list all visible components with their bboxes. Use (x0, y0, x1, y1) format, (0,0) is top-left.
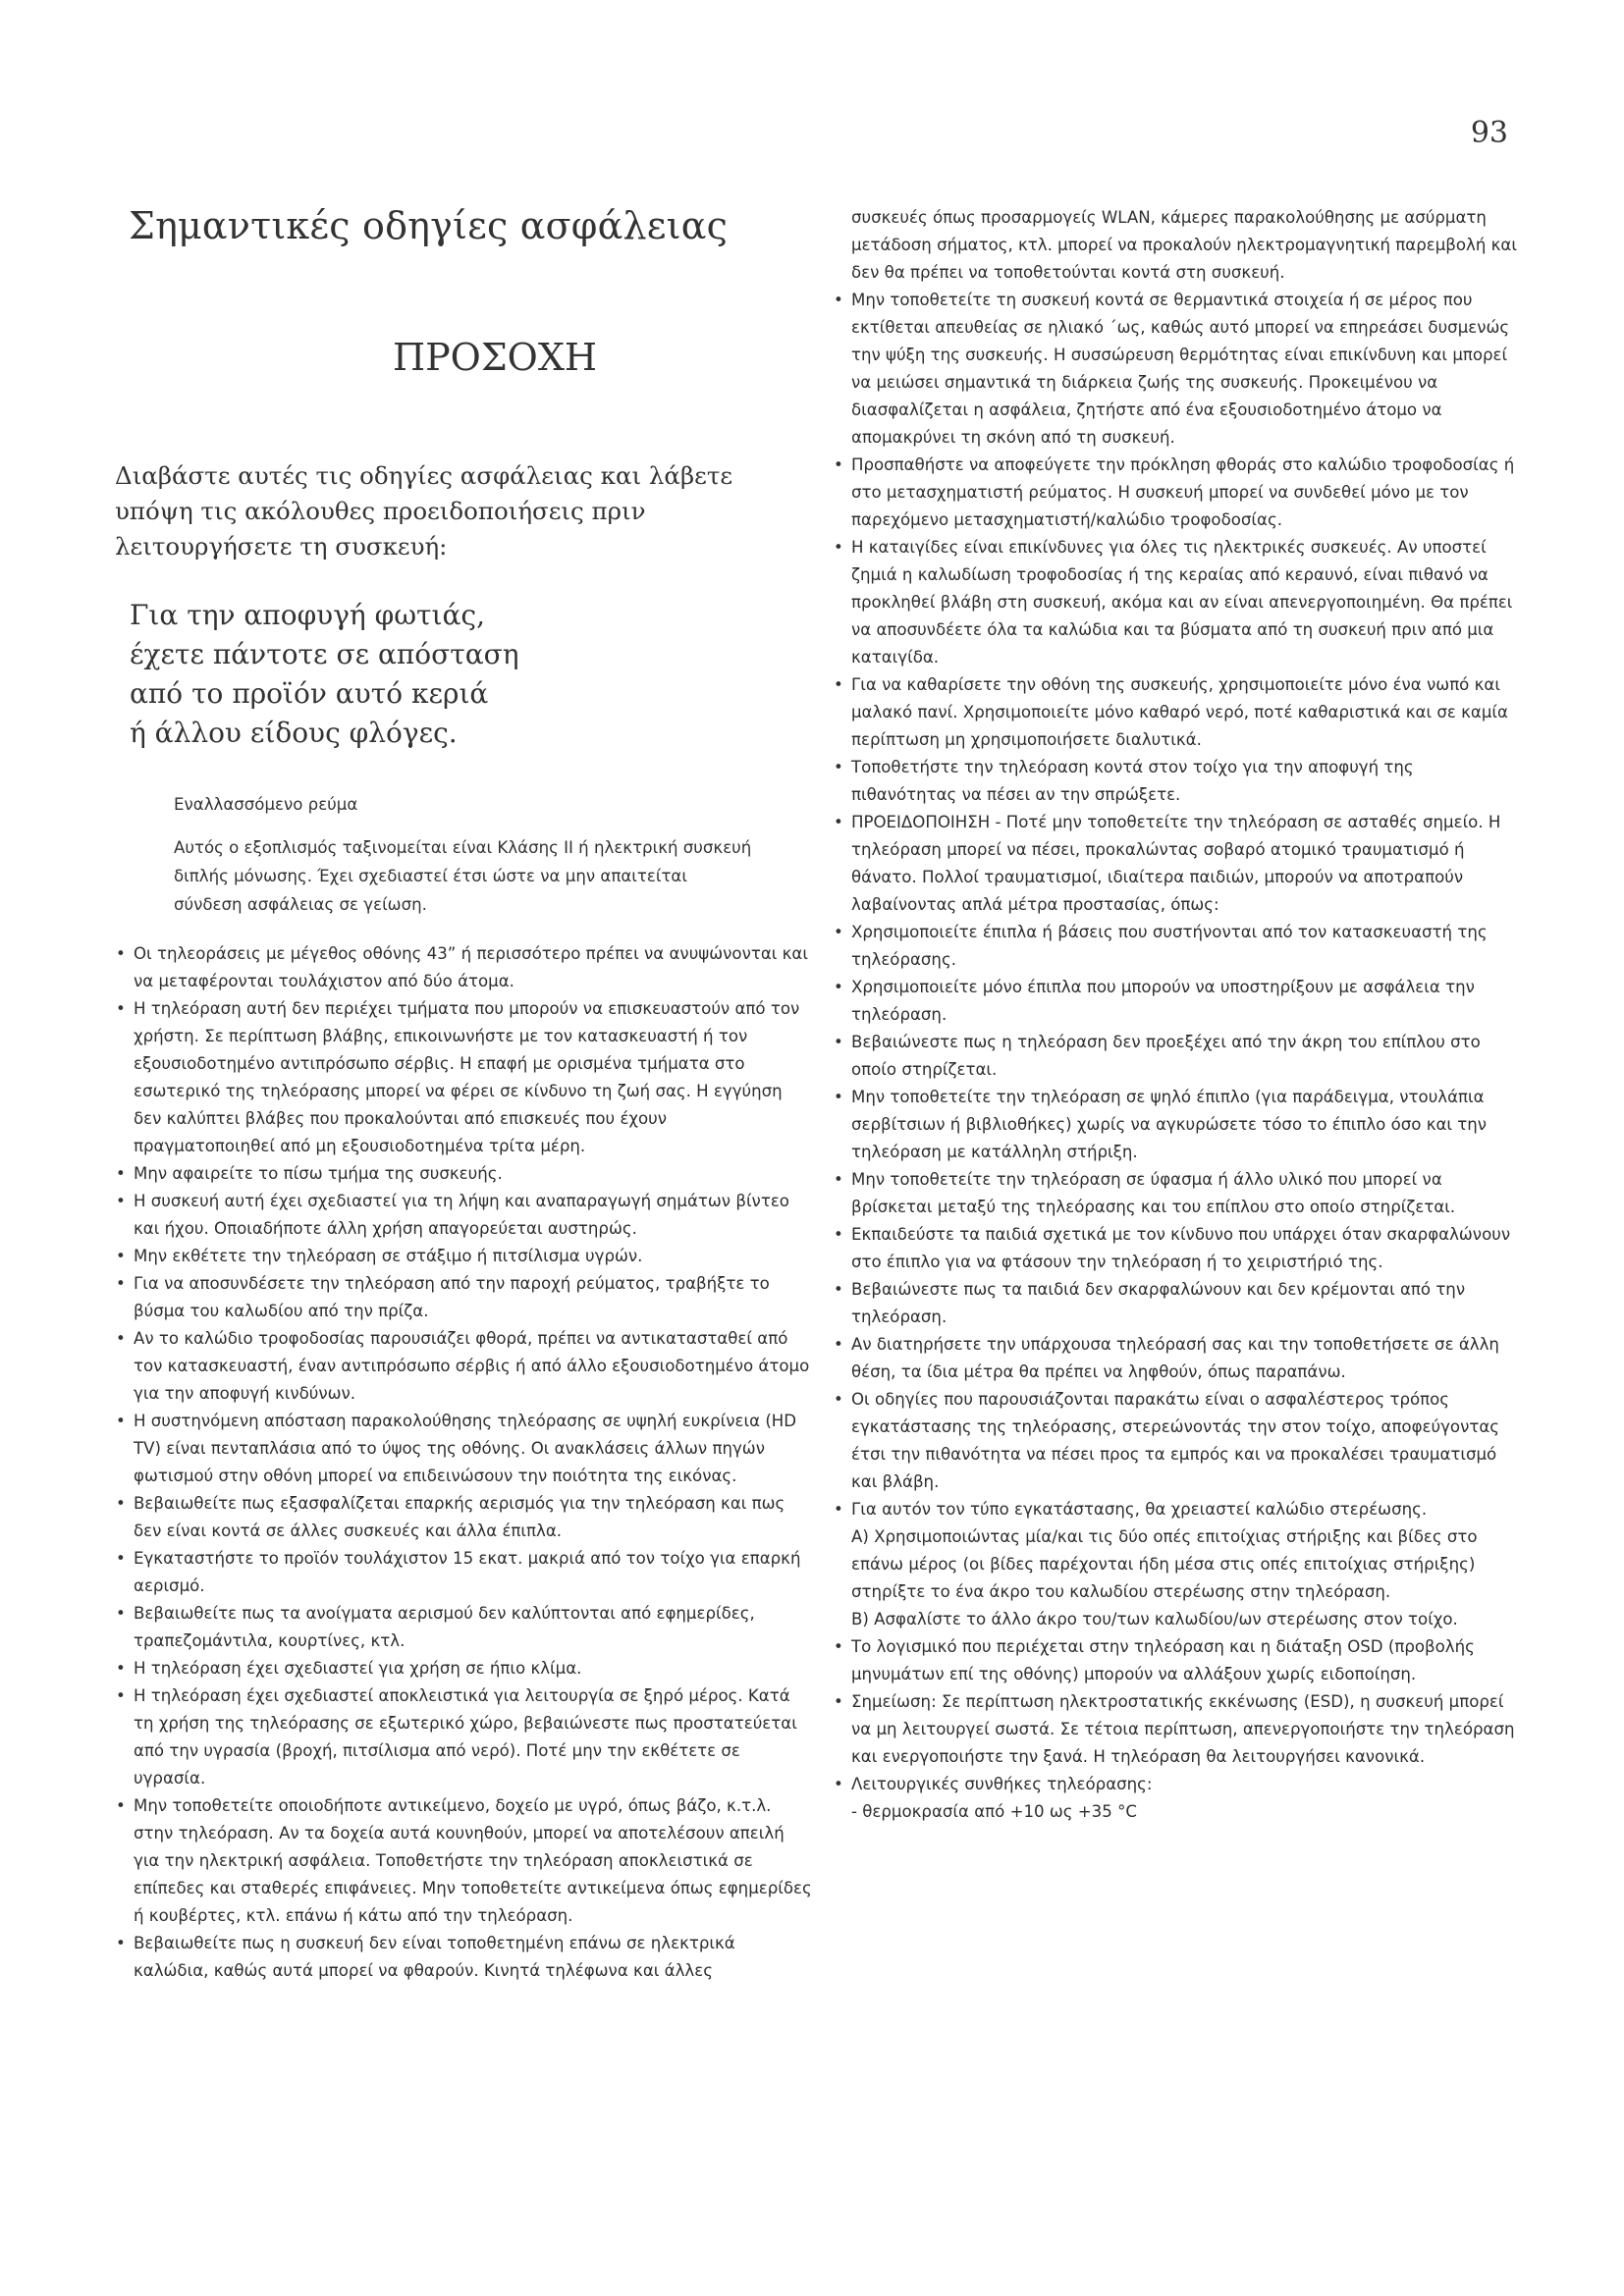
right-safety-list (833, 204, 1520, 1826)
list-item: • Βεβαιώνεστε πως τα παιδιά δεν σκαρφαλώνουν και δεν κρέμονται από την τηλεόραση. (833, 1276, 1520, 1331)
page-number: 93 (1470, 116, 1508, 150)
list-item: • Το λογισμικό που περιέχεται στην τηλεόραση και η διάταξη OSD (προβολής μηνυμάτων επί της οθόνης) μπορούν να αλλάξουν χωρίς ειδοποίηση. (833, 1633, 1520, 1688)
list-item: • Εγκαταστήστε το προϊόν τουλάχιστον 15 εκατ. μακριά από τον τοίχο για επαρκή αερισμό. (115, 1545, 812, 1600)
install-step-b: Β) Ασφαλίστε το άλλο άκρο του/των καλωδίου/ων στερέωσης στον τοίχο. (851, 1610, 1458, 1629)
list-item: • Χρησιμοποιείτε μόνο έπιπλα που μπορούν να υποστηρίξουν με ασφάλεια την τηλεόραση. (833, 974, 1520, 1029)
list-item: • Χρησιμοποιείτε έπιπλα ή βάσεις που συστήνονται από τον κατασκευαστή της τηλεόρασης. (833, 919, 1520, 974)
list-item: • Για να καθαρίσετε την οθόνη της συσκευής, χρησιμοποιείτε μόνο ένα νωπό και μαλακό πανί. Χρησιμοποιείτε μόνο καθαρό νερό, ποτέ καθαριστικά και σε καμία περίπτωση μη χρησιμοποιήσετε διαλυτικά. (833, 671, 1520, 754)
list-item: • Η τηλεόραση έχει σχεδιαστεί για χρήση σε ήπιο κλίμα. (115, 1655, 812, 1682)
list-item: • Μην τοποθετείτε την τηλεόραση σε ύφασμα ή άλλο υλικό που μπορεί να βρίσκεται μεταξύ της τηλεόρασης και του επίπλου στο οποίο στηρίζεται. (833, 1166, 1520, 1221)
fire-warning-line: ή άλλου είδους φλόγες. (130, 717, 458, 749)
list-item: • Μην εκθέτετε την τηλεόραση σε στάξιμο ή πιτσίλισμα υγρών. (115, 1243, 812, 1270)
list-item: • Βεβαιωθείτε πως τα ανοίγματα αερισμού δεν καλύπτονται από εφημερίδες, τραπεζομάντιλα, κουρτίνες, κτλ. (115, 1600, 812, 1655)
intro-line: λειτουργήσετε τη συσκευή: (115, 532, 448, 561)
ac-power-note (174, 792, 753, 919)
list-item: • Για αυτόν τον τύπο εγκατάστασης, θα χρειαστεί καλώδιο στερέωσης. (833, 1496, 1520, 1523)
list-item: • ΠΡΟΕΙΔΟΠΟΙΗΣΗ - Ποτέ μην τοποθετείτε την τηλεόραση σε ασταθές σημείο. Η τηλεόραση μπορεί να πέσει, προκαλώντας σοβαρό ατομικό τραυματισμό ή θάνατο. Πολλοί τραυματισμοί, ιδιαίτερα παιδιών, μπορούν να αποτραπούν λαβαίνοντας απλά μέτρα προστασίας, όπως: (833, 809, 1520, 919)
intro-paragraph (115, 458, 812, 564)
list-item: • Μην τοποθετείτε οποιοδήποτε αντικείμενο, δοχείο με υγρό, όπως βάζο, κ.τ.λ. στην τηλεόραση. Αν τα δοχεία αυτά κουνηθούν, μπορεί να αποτελέσουν απειλή για την ηλεκτρική ασφάλεια. Τοποθετήστε την τηλεόραση αποκλειστικά σε επίπεδες και σταθερές επιφάνειες. Μην τοποθετείτε αντικείμενα όπως εφημερίδες ή κουβέρτες, κτλ. επάνω ή κάτω από την τηλεόραση. (115, 1792, 812, 1930)
fire-warning-line: έχετε πάντοτε σε απόσταση (130, 638, 519, 670)
list-item: • Η συσκευή αυτή έχει σχεδιαστεί για τη λήψη και αναπαραγωγή σημάτων βίντεο και ήχου. Οποιαδήποτε άλλη χρήση απαγορεύεται αυστηρώς. (115, 1188, 812, 1243)
list-item: • Σημείωση: Σε περίπτωση ηλεκτροστατικής εκκένωσης (ESD), η συσκευή μπορεί να μη λειτουργεί σωστά. Σε τέτοια περίπτωση, απενεργοποιήστε την τηλεόραση και ενεργοποιήστε την ξανά. Η τηλεόραση θα λειτουργήσει κανονικά. (833, 1688, 1520, 1771)
list-item: • Μην αφαιρείτε το πίσω τμήμα της συσκευής. (115, 1160, 812, 1188)
ac-text: Αυτός ο εξοπλισμός ταξινομείται είναι Κλάσης II ή ηλεκτρική συσκευή διπλής μόνωσης. Έχει σχεδιαστεί έτσι ώστε να μην απαιτείται σύνδεση ασφάλειας σε γείωση. (174, 838, 752, 914)
install-step-a: Α) Χρησιμοποιώντας μία/και τις δύο οπές επιτοίχιας στήριξης και βίδες στο επάνω μέρος (οι βίδες παρέχονται ήδη μέσα στις οπές επιτοίχιας στήριξης) στηρίξτε το ένα άκρο του καλωδίου στερέωσης στην τηλεόραση. (851, 1527, 1478, 1601)
list-item: • Τοποθετήστε την τηλεόραση κοντά στον τοίχο για την αποφυγή της πιθανότητας να πέσει αν την σπρώξετε. (833, 754, 1520, 809)
fire-warning-line: Για την αποφυγή φωτιάς, (130, 599, 486, 631)
right-column (833, 204, 1520, 1826)
list-item: • Η τηλεόραση έχει σχεδιαστεί αποκλειστικά για λειτουργία σε ξηρό μέρος. Κατά τη χρήση της τηλεόρασης σε εξωτερικό χώρο, βεβαιώνεστε πως προστατεύεται από την υγρασία (βροχή, πιτσίλισμα από νερό). Ποτέ μην την εκθέτετε σε υγρασία. (115, 1682, 812, 1792)
list-item: • Η καταιγίδες είναι επικίνδυνες για όλες τις ηλεκτρικές συσκευές. Αν υποστεί ζημιά η καλωδίωση τροφοδοσίας ή της κεραίας από κεραυνό, είναι πιθανό να προκληθεί βλάβη στη συσκευή, ακόμα και αν είναι απενεργοποιημένη. Θα πρέπει να αποσυνδέετε όλα τα καλώδια και τα βύσματα από τη συσκευή πριν από μια καταιγίδα. (833, 534, 1520, 671)
list-item: • Η τηλεόραση αυτή δεν περιέχει τμήματα που μπορούν να επισκευαστούν από τον χρήστη. Σε περίπτωση βλάβης, επικοινωνήστε με τον κατασκευαστή ή τον εξουσιοδοτημένο αντιπρόσωπο σέρβις. Η επαφή με ορισμένα τμήματα στο εσωτερικό της τηλεόρασης μπορεί να φέρει σε κίνδυνο τη ζωή σας. Η εγγύηση δεν καλύπτει βλάβες που προκαλούνται από επισκευές που έχουν πραγματοποιηθεί από μη εξουσιοδοτημένα τρίτα μέρη. (115, 995, 812, 1160)
left-column (115, 201, 812, 1985)
list-item: • Εκπαιδεύστε τα παιδιά σχετικά με τον κίνδυνο που υπάρχει όταν σκαρφαλώνουν στο έπιπλο για να φτάσουν την τηλεόραση ή το χειριστήριό της. (833, 1221, 1520, 1276)
list-item: • Αν το καλώδιο τροφοδοσίας παρουσιάζει φθορά, πρέπει να αντικατασταθεί από τον κατασκευαστή, έναν αντιπρόσωπο σέρβις ή από άλλο εξουσιοδοτημένο άτομο για την αποφυγή κινδύνων. (115, 1325, 812, 1408)
list-item: • Λειτουργικές συνθήκες τηλεόρασης: (833, 1771, 1520, 1798)
list-item: • Οι οδηγίες που παρουσιάζονται παρακάτω είναι ο ασφαλέστερος τρόπος εγκατάστασης της τηλεόρασης, στερεώνοντάς την στον τοίχο, αποφεύγοντας έτσι την πιθανότητα να πέσει προς τα εμπρός και να προκαλέσει τραυματισμό και βλάβη. (833, 1386, 1520, 1496)
list-item: • Βεβαιωθείτε πως εξασφαλίζεται επαρκής αερισμός για την τηλεόραση και πως δεν είναι κοντά σε άλλες συσκευές και άλλα έπιπλα. (115, 1490, 812, 1545)
warning-heading: ΠΡΟΣΟΧΗ (392, 336, 598, 379)
left-safety-list (115, 940, 812, 1985)
list-item: • Για να αποσυνδέσετε την τηλεόραση από την παροχή ρεύματος, τραβήξτε το βύσμα του καλωδίου από την πρίζα. (115, 1270, 812, 1325)
list-item: • Οι τηλεοράσεις με μέγεθος οθόνης 43” ή περισσότερο πρέπει να ανυψώνονται και να μεταφέρονται τουλάχιστον από δύο άτομα. (115, 940, 812, 995)
fire-warning-line: από το προϊόν αυτό κεριά (130, 677, 489, 710)
intro-line: Διαβάστε αυτές τις οδηγίες ασφάλειας και λάβετε (115, 461, 733, 490)
ac-title: Εναλλασσόμενο ρεύμα (174, 795, 358, 814)
list-item: • Αν διατηρήσετε την υπάρχουσα τηλεόρασή σας και την τοποθετήσετε σε άλλη θέση, τα ίδια μέτρα θα πρέπει να ληφθούν, όπως παραπάνω. (833, 1331, 1520, 1386)
continued-text: συσκευές όπως προσαρμογείς WLAN, κάμερες παρακολούθησης με ασύρματη μετάδοση σήματος, κτλ. μπορεί να προκαλούν ηλεκτρομαγνητική παρεμβολή και δεν θα πρέπει να τοποθετούνται κοντά στη συσκευή. (851, 208, 1517, 282)
list-item: • Μην τοποθετείτε την τηλεόραση σε ψηλό έπιπλο (για παράδειγμα, ντουλάπια σερβίτσιων ή βιβλιοθήκες) χωρίς να αγκυρώσετε τόσο το έπιπλο όσο και την τηλεόραση με κατάλληλη στήριξη. (833, 1084, 1520, 1166)
list-item: • Βεβαιώνεστε πως η τηλεόραση δεν προεξέχει από την άκρη του επίπλου στο οποίο στηρίζεται. (833, 1029, 1520, 1084)
list-item: • Βεβαιωθείτε πως η συσκευή δεν είναι τοποθετημένη επάνω σε ηλεκτρικά καλώδια, καθώς αυτά μπορεί να φθαρούν. Κινητά τηλέφωνα και άλλες (115, 1930, 812, 1985)
intro-line: υπόψη τις ακόλουθες προειδοποιήσεις πριν (115, 497, 646, 525)
list-item: • Η συστηνόμενη απόσταση παρακολούθησης τηλεόρασης σε υψηλή ευκρίνεια (HD TV) είναι πενταπλάσια από το ύψος της οθόνης. Οι ανακλάσεις άλλων πηγών φωτισμού στην οθόνη μπορεί να επιδεινώσουν την ποιότητα της εικόνας. (115, 1408, 812, 1490)
fire-warning (130, 596, 812, 753)
temperature-range: - θερμοκρασία από +10 ως +35 °C (851, 1802, 1137, 1821)
section-title: Σημαντικές οδηγίες ασφάλειας (129, 204, 729, 247)
list-item: • Μην τοποθετείτε τη συσκευή κοντά σε θερμαντικά στοιχεία ή σε μέρος που εκτίθεται απευθείας σε ηλιακό ΄ως, καθώς αυτό μπορεί να επηρεάσει δυσμενώς την ψύξη της συσκευής. Η συσσώρευση θερμότητας είναι επικίνδυνη και μπορεί να μειώσει σημαντικά τη διάρκεια ζωής της συσκευής. Προκειμένου να διασφαλίζεται η ασφάλεια, ζητήστε από ένα εξουσιοδοτημένο άτομο να απομακρύνει τη σκόνη από τη συσκευή. (833, 287, 1520, 452)
list-item: • Προσπαθήστε να αποφεύγετε την πρόκληση φθοράς στο καλώδιο τροφοδοσίας ή στο μετασχηματιστή ρεύματος. Η συσκευή μπορεί να συνδεθεί μόνο με τον παρεχόμενο μετασχηματιστή/καλώδιο τροφοδοσίας. (833, 452, 1520, 534)
